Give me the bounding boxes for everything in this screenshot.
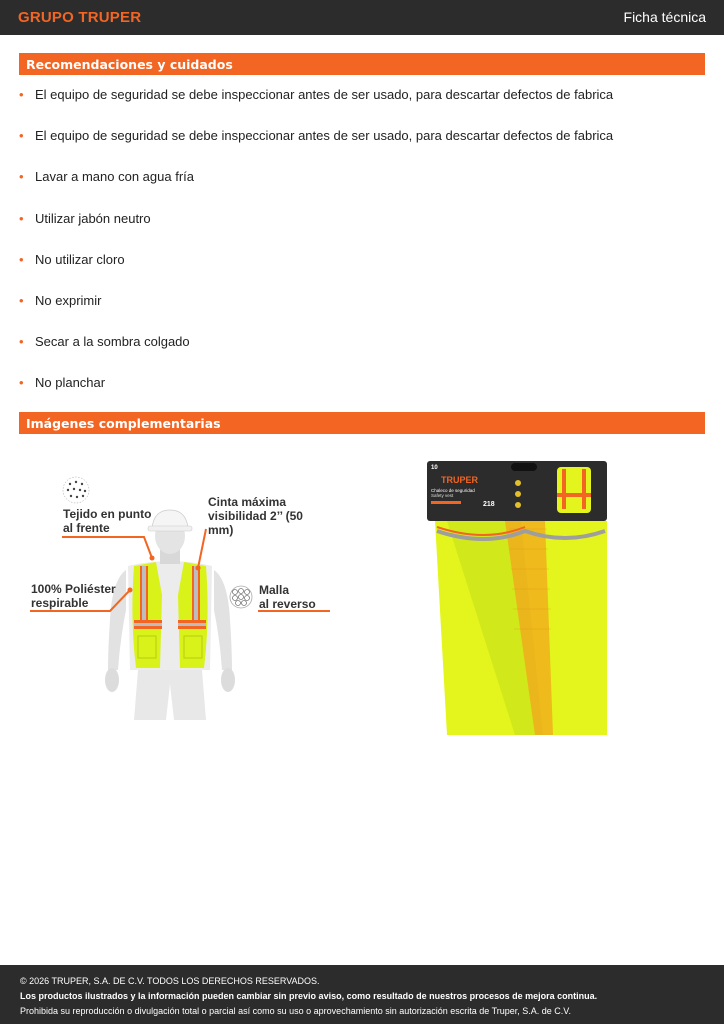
list-item: [19, 249, 705, 290]
list-item: [19, 372, 705, 413]
bullet-icon: •: [19, 87, 24, 102]
bullet-icon: •: [19, 251, 24, 267]
header-bar: [0, 0, 724, 35]
list-item-text: No exprimir: [35, 292, 102, 308]
callout-polyester: 100% Poliéster respirable: [31, 582, 116, 610]
section-title-recommendations: Recomendaciones y cuidados: [19, 53, 705, 75]
list-item-text: El equipo de seguridad se debe inspeccionar antes de ser usado, para descartar defectos de fabrica: [35, 128, 614, 144]
section-title-images: Imágenes complementarias: [19, 412, 705, 434]
list-item-text: Utilizar jabón neutro: [35, 210, 151, 226]
package-code: 218: [483, 501, 495, 508]
package-product-es: Chaleco de seguridad: [431, 488, 475, 493]
bullet-icon: •: [19, 375, 24, 391]
package-header-card: [427, 461, 607, 521]
list-item-text: El equipo de seguridad se debe inspeccionar antes de ser usado, para descartar defectos de fabrica: [35, 87, 614, 102]
package-product-en: Safety vest: [431, 493, 454, 498]
worker-figure: [105, 510, 235, 720]
footer-notice: Los productos ilustrados y la información pueden cambiar sin previo aviso, como resultado de nuestros procesos de mejora continua.: [20, 991, 598, 1001]
list-item: [19, 331, 705, 372]
packaged-vest-image: [425, 459, 609, 737]
package-count: 10: [431, 465, 438, 471]
list-item: [19, 125, 705, 166]
vest-features-image: [30, 470, 330, 728]
recommendations-list: [19, 84, 705, 414]
brand-logo: GRUPO TRUPER: [18, 9, 142, 26]
knit-pattern-icon: [63, 477, 89, 503]
list-item: [19, 166, 705, 207]
mesh-pattern-icon: [230, 586, 252, 608]
bullet-icon: •: [19, 169, 24, 185]
callout-tape: Cinta máxima visibilidad 2’’ (50 mm): [208, 495, 303, 537]
packaged-vest-illustration: [425, 459, 609, 737]
footer-prohibition: Prohibida su reproducción o divulgación total o parcial así como su uso o aprovechamiento sin autorización escrita de Truper, S.A. de C.V.: [20, 1006, 571, 1016]
list-item: [19, 290, 705, 331]
callout-mesh-back: Malla al reverso: [259, 583, 316, 611]
list-item: [19, 84, 705, 125]
bullet-icon: •: [19, 210, 24, 226]
package-brand: TRUPER: [441, 475, 479, 485]
bullet-icon: •: [19, 128, 24, 144]
list-item-text: Secar a la sombra colgado: [35, 334, 190, 350]
list-item-text: Lavar a mano con agua fría: [35, 169, 194, 185]
list-item-text: No utilizar cloro: [35, 251, 125, 267]
bullet-icon: •: [19, 292, 24, 308]
callout-knit-front: Tejido en punto al frente: [63, 507, 152, 535]
folded-vest: [435, 521, 607, 735]
footer: [0, 965, 724, 1024]
footer-copyright: © 2026 TRUPER, S.A. DE C.V. TODOS LOS DERECHOS RESERVADOS.: [20, 976, 320, 986]
list-item: [19, 208, 705, 249]
bullet-icon: •: [19, 334, 24, 350]
list-item-text: No planchar: [35, 375, 106, 391]
document-type: Ficha técnica: [623, 9, 706, 25]
